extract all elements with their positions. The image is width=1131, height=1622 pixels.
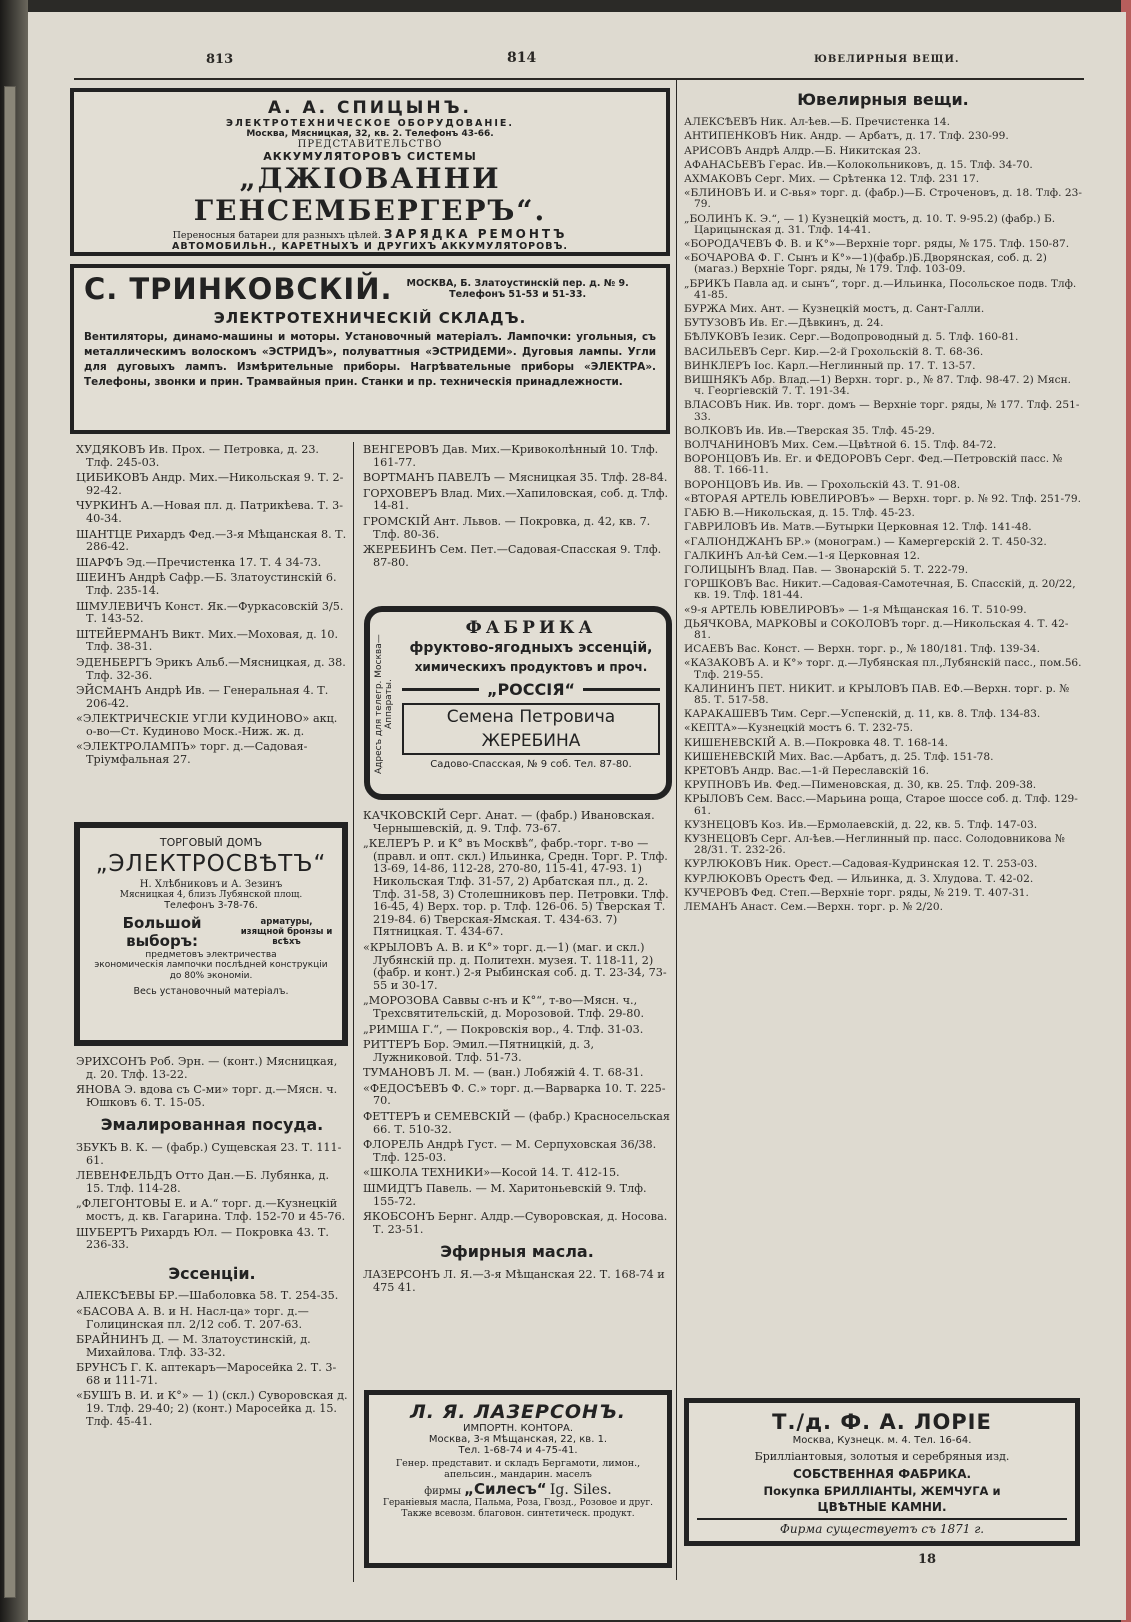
column-rule-right — [676, 80, 677, 1580]
list-item: КИШЕНЕВСКІЙ Мих. Вас.—Арбатъ, д. 25. Тлф. 151-78. — [684, 750, 994, 763]
list-item: ЗБУКЪ В. К. — (фабр.) Сущевская 23. Т. 111-61. — [76, 1140, 342, 1167]
list-item: ГОРХОВЕРЪ Влад. Мих.—Хапиловская, соб. д. Тлф. 14-81. — [363, 486, 669, 513]
list-item: ВОЛКОВЪ Ив. Ив.—Тверская 35. Тлф. 45-29. — [684, 424, 935, 437]
list-item: ЛЕМАНЪ Анаст. Сем.—Верхн. торг. р. № 2/20. — [684, 900, 943, 913]
column-2-list — [363, 444, 671, 572]
list-item: „БРИКЪ Павла ад. и сынъ“, торг. д.—Ильинка, Посольское подв. Тлф. 41-85. — [684, 277, 1077, 301]
list-item: ШАРФЪ Эд.—Пречистенка 17. Т. 4 34-73. — [76, 555, 322, 569]
book-spine — [0, 0, 28, 1622]
ad-fabrika-addr: Садово-Спасская, № 9 соб. Тел. 87-80. — [430, 759, 632, 770]
list-item: КУРЛЮКОВЪ Ник. Орест.—Садовая-Кудринская 12. Т. 253-03. — [684, 858, 1038, 871]
list-item: АХМАКОВЪ Серг. Мих. — Срѣтенка 12. Тлф. 231 17. — [684, 173, 980, 186]
list-item: РИТТЕРЪ Бор. Эмил.—Пятницкій, д. 3, Лужниковой. Тлф. 51-73. — [363, 1038, 595, 1064]
ad-elektrosvet-big-rest: арматуры, изящной бронзы и всѣхъ — [240, 917, 333, 947]
list-item: АФАНАСЬЕВЪ Герас. Ив.—Колокольниковъ, д. 15. Тлф. 34-70. — [684, 158, 1033, 171]
spine-strip — [4, 86, 16, 1598]
header-rule — [74, 78, 1084, 80]
ad-elektrosvet-l2: экономическія лампочки послѣдней конструкціи до 80% экономіи. — [94, 960, 328, 981]
list-item: ЭРИХСОНЪ Роб. Эрн. — (конт.) Мясницкая, д. 20. Тлф. 13-22. — [76, 1055, 338, 1081]
ad-elektrosvet-big: Большой выборъ: — [122, 914, 202, 950]
list-item: „КЕЛЕРЪ Р. и К° въ Москвѣ“, фабр.-торг. т-во — (правл. и опт. скл.) Ильинка, Средн. Торг. Р. Тлф. 13-69, 14-86, 112-28, 270-80, 115-41, 47-93. 1) Никольская Тлф. 31-57, 2) Арбатская пл., д. 2. Тлф. 31-58, 3) Столешниковъ пер. Петровки. Тлф. 16-45, 4) Верх. тор. р. Тлф. 126-06. 5) Тверская Т. 219-84. 6) Тверская-Ямская. Т. 434-63. 7) Пятницкая. Т. 434-67. — [363, 837, 669, 939]
list-item: «9-я АРТЕЛЬ ЮВЕЛИРОВЪ» — 1-я Мѣщанская 16. Т. 510-99. — [684, 603, 1027, 616]
ad-lazerson-l5b: „Силесъ“ — [464, 1480, 547, 1498]
list-item: «ГАЛІОНДЖАНЪ БР.» (монограм.) — Камергерскій 2. Т. 450-32. — [684, 535, 1047, 548]
column-rule-left — [353, 442, 354, 1582]
list-item: ГАВРИЛОВЪ Ив. Матв.—Бутырки Церковная 12. Тлф. 141-48. — [684, 521, 1032, 534]
ad-trinkovsky — [70, 264, 670, 434]
list-item: КУЗНЕЦОВЪ Серг. Ал-ѣев.—Неглинный пр. пасс. Солодовникова № 28/31. Т. 232-26. — [684, 832, 1065, 857]
list-item: «БАСОВА А. В. и Н. Насл-ца» торг. д.—Голицинская пл. 2/12 соб. Т. 207-63. — [76, 1304, 309, 1331]
ad-lorie-l4: ЦВѢТНЫЕ КАМНИ. — [817, 1500, 947, 1514]
ad-lorie-l5: Фирма существуетъ съ 1871 г. — [697, 1518, 1067, 1536]
list-item: ШМИДТЪ Павель. — М. Харитоньевскій 9. Тлф. 155-72. — [363, 1182, 647, 1208]
list-item: ЯНОВА Э. вдова съ С-ми» торг. д.—Мясн. ч. Юшковъ 6. Т. 15-05. — [76, 1083, 338, 1109]
directory-page — [28, 12, 1126, 1620]
ad-elektrosvet — [74, 822, 348, 1046]
ad-spitsyn-address: Москва, Мясницкая, 32, кв. 2. Телефонъ 43-66. — [246, 129, 494, 139]
list-item: ВОРОНЦОВЪ Ив. Ив. — Грохольскій 43. Т. 91-08. — [684, 478, 961, 491]
ad-trinkovsky-name: С. ТРИНКОВСКІЙ. — [84, 272, 393, 306]
list-item: ЧУРКИНЪ А.—Новая пл. д. Патрикѣева. Т. 3-40-34. — [76, 499, 343, 525]
section-title-essence: Эссенціи. — [168, 1263, 256, 1283]
ad-elektrosvet-owners: Н. Хлѣбниковъ и А. Зезинъ — [139, 879, 283, 890]
list-item: ЦИБИКОВЪ Андр. Мих.—Никольская 9. Т. 2-92-42. — [76, 471, 344, 497]
ad-trinkovsky-addr1: МОСКВА, Б. Златоустинскій пер. д. № 9. — [406, 278, 629, 289]
list-item: ШУБЕРТЪ Рихардъ Юл. — Покровка 43. Т. 236-33. — [76, 1225, 329, 1252]
ad-fabrika-l2: химическихъ продуктовъ и проч. — [414, 660, 648, 674]
list-item: БРАЙНИНЪ Д. — М. Златоустинскій, д. Михайлова. Тлф. 33-32. — [76, 1333, 311, 1359]
list-item: АЛЕКСѢЕВЫ БР.—Шаболовка 58. Т. 254-35. — [76, 1289, 339, 1303]
ad-spitsyn-rep: ПРЕДСТАВИТЕЛЬСТВО — [297, 139, 443, 150]
list-item: ВОЛЧАНИНОВЪ Мих. Сем.—Цвѣтной 6. 15. Тлф. 84-72. — [684, 439, 997, 452]
list-item: «КЕПТА»—Кузнецкій мостъ 6. Т. 232-75. — [684, 722, 914, 735]
running-title: ЮВЕЛИРНЫЯ ВЕЩИ. — [814, 54, 960, 65]
list-item: КИШЕНЕВСКІЙ А. В.—Покровка 48. Т. 168-14. — [684, 736, 948, 749]
list-item: ЭЙСМАНЪ Андрѣ Ив. — Генеральная 4. Т. 206-42. — [76, 684, 329, 710]
list-item: ЯКОБСОНЪ Бернг. Алдр.—Суворовская, д. Носова. Т. 23-51. — [363, 1210, 668, 1236]
list-item: ФЕТТЕРЪ и СЕМЕВСКІЙ — (фабр.) Красносельская 66. Т. 510-32. — [363, 1110, 670, 1136]
page-number-center: 814 — [507, 50, 537, 66]
list-item: «БУШЪ В. И. и К°» — 1) (скл.) Суворовская д. 19. Тлф. 29-40; 2) (конт.) Маросейка д. 15. Тлф. 45-41. — [76, 1389, 348, 1428]
list-item: ВЛАСОВЪ Ник. Ив. торг. домъ — Верхніе торг. ряды, № 177. Тлф. 251-33. — [684, 399, 1080, 423]
list-item: КРЫЛОВЪ Сем. Васс.—Марьина роща, Старое шоссе соб. д. Тлф. 129-61. — [684, 793, 1078, 817]
list-item: ВОРОНЦОВЪ Ив. Ег. и ФЕДОРОВЪ Серг. Фед.—Петровскій пасс. № 88. Т. 166-11. — [684, 453, 1063, 477]
list-item: ЭДЕНБЕРГЪ Эрикъ Альб.—Мясницкая, д. 38. Тлф. 32-36. — [76, 655, 346, 682]
ad-spitsyn-name: А. А. СПИЦЫНЪ. — [267, 98, 473, 118]
ad-lazerson-l2: Москва, 3-я Мѣщанская, 22, кв. 1. — [428, 1434, 608, 1445]
ad-trinkovsky-sub: ЭЛЕКТРОТЕХНИЧЕСКІЙ СКЛАДЪ. — [213, 309, 527, 327]
ad-fabrika-brand: „РОССІЯ“ — [486, 680, 576, 699]
list-item: ХУДЯКОВЪ Ив. Прох. — Петровка, д. 23. Тлф. 245-03. — [76, 443, 319, 469]
list-item: ВИНКЛЕРЪ Іос. Карл.—Неглинный пр. 17. Т. 13-57. — [684, 359, 976, 372]
ad-fabrika — [364, 606, 672, 800]
column-2-list-b — [363, 810, 671, 1297]
ad-elektrosvet-name: „ЭЛЕКТРОСВѢТЪ“ — [95, 851, 327, 877]
list-item: ВЕНГЕРОВЪ Дав. Мих.—Кривоколѣнный 10. Тлф. 161-77. — [363, 443, 659, 469]
ad-spitsyn — [70, 88, 670, 256]
ad-spitsyn-line-b: АВТОМОБИЛЬН., КАРЕТНЫХЪ И ДРУГИХЪ АККУМУЛЯТОРОВЪ. — [171, 241, 568, 252]
list-item: ИСАЕВЪ Вас. Конст. — Верхн. торг. р., № 180/181. Тлф. 139-34. — [684, 643, 1040, 656]
list-item: „МОРОЗОВА Саввы с-нъ и К°“, т-во—Мясн. ч., Трехсвятительскій, д. Морозовой. Тлф. 29-80. — [363, 994, 645, 1020]
ad-trinkovsky-body: Вентиляторы, динамо-машины и моторы. Установочный матеріалъ. Лампочки: угольныя, съ металлическимъ волоскомъ «ЭСТРИДЪ», полуваттныя «ЭСТРИДЕМИ». Дуговыя лампы. Угли для дуговыхъ лампъ. Измѣрительные приборы. Нагрѣвательные приборы «ЭЛЕКТРА». Телефоны, звонки и прин. Трамвайныя прин. Станки и пр. техническія принадлежности. — [84, 331, 656, 388]
ad-lazerson-l6: Гераніевыя масла, Пальма, Роза, Гвозд., Розовое и друг. Также всевозм. благовон. синтетическ. продукт. — [383, 1498, 653, 1519]
list-item: ШМУЛЕВИЧЪ Конст. Як.—Фуркасовскій 3/5. Т. 143-52. — [76, 599, 344, 626]
ad-lazerson-l5a: фирмы — [424, 1486, 461, 1497]
list-item: „РИМША Г.“, — Покровскія вор., 4. Тлф. 31-03. — [363, 1022, 644, 1036]
ad-lorie-l3: Покупка БРИЛЛІАНТЫ, ЖЕМЧУГА и — [763, 1484, 1001, 1498]
ad-fabrika-owner: Семена Петровича ЖЕРЕБИНА — [402, 703, 660, 755]
list-item: КУЗНЕЦОВЪ Коз. Ив.—Ермолаевскій, д. 22, кв. 5. Тлф. 147-03. — [684, 818, 1038, 831]
list-item: «БОЧАРОВА Ф. Г. Сынъ и К°»—1)(фабр.)Б.Дворянская, соб. д. 2) (магаз.) Верхніе Торг. ряды, № 179. Тлф. 103-09. — [684, 252, 1047, 276]
page-number-left: 813 — [206, 52, 234, 67]
ad-lazerson — [364, 1390, 672, 1568]
ad-lazerson-l5c: Ig. Siles. — [549, 1482, 612, 1498]
ad-lazerson-l1: ИМПОРТН. КОНТОРА. — [462, 1423, 574, 1434]
ad-elektrosvet-td: ТОРГОВЫЙ ДОМЪ — [159, 836, 263, 849]
ad-lorie — [684, 1398, 1080, 1546]
section-title-enamel: Эмалированная посуда. — [100, 1115, 324, 1135]
list-item: ШТЕЙЕРМАНЪ Викт. Мих.—Моховая, д. 10. Тлф. 38-31. — [76, 627, 339, 654]
ad-elektrosvet-l1: предметовъ электричества — [145, 950, 277, 960]
list-item: ШАНТЦЕ Рихардъ Фед.—3-я Мѣщанская 8. Т. 286-42. — [76, 527, 347, 554]
ad-elektrosvet-l3: Весь установочный матеріалъ. — [133, 986, 289, 997]
list-item: ТУМАНОВЪ Л. М. — (ван.) Лобяжій 4. Т. 68-31. — [363, 1066, 644, 1080]
list-item: БУРЖА Мих. Ант. — Кузнецкій мостъ, д. Сант-Галли. — [684, 303, 985, 316]
footer-number: 18 — [918, 1552, 937, 1567]
ad-fabrika-title: ФАБРИКА — [465, 618, 597, 638]
list-item: ЖЕРЕБИНЪ Сем. Пет.—Садовая-Спасская 9. Тлф. 87-80. — [363, 543, 662, 569]
list-item: КРЕТОВЪ Андр. Вас.—1-й Переславскій 16. — [684, 764, 929, 777]
list-item: КУЧЕРОВЪ Фед. Степ.—Верхніе торг. ряды, № 219. Т. 407-31. — [684, 886, 1029, 899]
column-3-list — [684, 86, 1082, 916]
list-item: ВОРТМАНЪ ПАВЕЛЪ — Мясницкая 35. Тлф. 28-84. — [363, 471, 668, 485]
ad-lazerson-l4: Генер. представит. и складъ Бергамоти, лимон., апельсин., мандарин. маселъ — [395, 1458, 641, 1480]
ad-fabrika-l1: фруктово-ягодныхъ эссенцій, — [409, 640, 653, 656]
list-item: „ФЛЕГОНТОВЫ Е. и А.“ торг. д.—Кузнецкій мостъ, д. кв. Гагарина. Тлф. 152-70 и 45-76. — [76, 1197, 346, 1223]
list-item: ГАБЮ В.—Никольская, д. 15. Тлф. 45-23. — [684, 507, 915, 520]
ad-lorie-l2: СОБСТВЕННАЯ ФАБРИКА. — [792, 1467, 972, 1481]
list-item: КАЧКОВСКІЙ Серг. Анат. — (фабр.) Ивановская. Чернышевскій, д. 9. Тлф. 73-67. — [363, 809, 655, 835]
column-1-list-b — [76, 1056, 348, 1431]
list-item: АНТИПЕНКОВЪ Ник. Андр. — Арбатъ, д. 17. Тлф. 230-99. — [684, 130, 1009, 143]
ad-lorie-name: Т./д. Ф. А. ЛОРІЕ — [772, 1410, 992, 1434]
list-item: «БЛИНОВЪ И. и С-вья» торг. д. (фабр.)—Б. Строченовъ, д. 18. Тлф. 23-79. — [684, 187, 1082, 211]
ad-spitsyn-brand: „ДЖІОВАННИ ГЕНСЕМБЕРГЕРЪ“. — [193, 162, 547, 227]
ad-lorie-addr: Москва, Кузнецк. м. 4. Тел. 16-64. — [792, 1435, 972, 1446]
list-item: КАРАКАШЕВЪ Тим. Серг.—Успенскій, д. 11, кв. 8. Тлф. 134-83. — [684, 708, 1041, 721]
ad-lazerson-l3: Тел. 1-68-74 и 4-75-41. — [458, 1445, 578, 1456]
ad-elektrosvet-addr: Мясницкая 4, близъ Лубянской площ. — [119, 890, 303, 900]
list-item: ШЕИНЪ Андрѣ Сафр.—Б. Златоустинскій 6. Тлф. 235-14. — [76, 571, 337, 597]
ad-trinkovsky-addr2: Телефонъ 51-53 и 51-33. — [449, 289, 587, 300]
list-item: «ВТОРАЯ АРТЕЛЬ ЮВЕЛИРОВЪ» — Верхн. торг. р. № 92. Тлф. 251-79. — [684, 492, 1081, 505]
list-item: АЛЕКСѢЕВЪ Ник. Ал-ѣев.—Б. Пречистенка 14. — [684, 116, 950, 129]
list-item: «КРЫЛОВЪ А. В. и К°» торг. д.—1) (маг. и скл.) Лубянскій пр. д. Политехн. музея. Т. 118-11, 2) (фабр. и конт.) 2-я Рыбинская соб. д. Т. 23-34, 73-55 и 30-17. — [363, 940, 667, 992]
list-item: «ФЕДОСѢЕВЪ Ф. С.» торг. д.—Варварка 10. Т. 225-70. — [363, 1081, 666, 1108]
list-item: «КАЗАКОВЪ А. и К°» торг. д.—Лубянская пл.,Лубянскій пасс., пом.56. Тлф. 219-55. — [684, 657, 1082, 681]
ad-spitsyn-line1: ЭЛЕКТРОТЕХНИЧЕСКОЕ ОБОРУДОВАНІЕ. — [225, 118, 514, 129]
list-item: КРУПНОВЪ Ив. Фед.—Пименовская, д. 30, кв. 25. Тлф. 209-38. — [684, 779, 1037, 792]
list-item: ЛАЗЕРСОНЪ Л. Я.—3-я Мѣщанская 22. Т. 168-74 и 475 41. — [363, 1268, 665, 1294]
list-item: ФЛОРЕЛЬ Андрѣ Густ. — М. Серпуховская 36/38. Тлф. 125-03. — [363, 1138, 657, 1164]
section-title-jewel: Ювелирныя вещи. — [797, 90, 969, 109]
section-title-ether: Эфирныя масла. — [440, 1242, 594, 1262]
list-item: «ШКОЛА ТЕХНИКИ»—Косой 14. Т. 412-15. — [363, 1166, 620, 1180]
ad-spitsyn-line-a: Переносныя батареи для разныхъ цѣлей. — [172, 230, 381, 241]
list-item: ГОЛИЦЫНЪ Влад. Пав. — Звонарскій 5. Т. 222-79. — [684, 563, 969, 576]
list-item: КАЛИНИНЪ ПЕТ. НИКИТ. и КРЫЛОВЪ ПАВ. ЕФ.—Верхн. торг. р. № 85. Т. 517-58. — [684, 682, 1070, 706]
ad-spitsyn-line-a2: ЗАРЯДКА РЕМОНТЪ — [383, 227, 568, 241]
list-item: ГОРШКОВЪ Вас. Никит.—Садовая-Самотечная, Б. Спасскій, д. 20/22, кв. 19. Тлф. 181-44. — [684, 578, 1076, 602]
ad-fabrika-side: Адресъ для телегр. Москва—Аппараты. — [374, 634, 394, 774]
list-item: «ЭЛЕКТРИЧЕСКІЕ УГЛИ КУДИНОВО» акц. о-во—Ст. Кудиново Моск.-Ниж. ж. д. — [76, 712, 338, 738]
list-item: БУТУЗОВЪ Ив. Ег.—Дѣвкинъ, д. 24. — [684, 317, 884, 330]
list-item: БѢЛУКОВЪ Іезик. Серг.—Водопроводный д. 5. Тлф. 160-81. — [684, 331, 1019, 344]
list-item: ВИШНЯКЪ Абр. Влад.—1) Верхн. торг. р., № 87. Тлф. 98-47. 2) Мясн. ч. Георгіевскій 7. Т. 191-34. — [684, 374, 1071, 398]
list-item: ДЬЯЧКОВА, МАРКОВЫ и СОКОЛОВЪ торг. д.—Никольская 4. Т. 42-81. — [684, 617, 1069, 641]
list-item: ГАЛКИНЪ Ал-ѣй Сем.—1-я Церковная 12. — [684, 549, 920, 562]
list-item: ЛЕВЕНФЕЛЬДЪ Отто Дан.—Б. Лубянка, д. 15. Тлф. 114-28. — [76, 1169, 330, 1195]
list-item: КУРЛЮКОВЪ Орестъ Фед. — Ильинка, д. 3. Хлудова. Т. 42-02. — [684, 872, 1034, 885]
list-item: „БОЛИНЪ К. Э.“, — 1) Кузнецкій мостъ, д. 10. Т. 9-95.2) (фабр.) Б. Царицынская д. 31. Тлф. 14-41. — [684, 212, 1056, 236]
ad-lazerson-name: Л. Я. ЛАЗЕРСОНЪ. — [409, 1401, 627, 1423]
list-item: АРИСОВЪ Андрѣ Алдр.—Б. Никитская 23. — [684, 144, 922, 157]
list-item: ВАСИЛЬЕВЪ Серг. Кир.—2-й Грохольскій 8. Т. 68-36. — [684, 345, 984, 358]
list-item: «ЭЛЕКТРОЛАМПЪ» торг. д.—Садовая-Тріумфальная 27. — [76, 740, 308, 767]
ad-elektrosvet-tel: Телефонъ 3-78-76. — [164, 900, 258, 911]
list-item: БРУНСЪ Г. К. аптекаръ—Маросейка 2. Т. 3-68 и 111-71. — [76, 1361, 337, 1387]
ad-spitsyn-acc: АККУМУЛЯТОРОВЪ СИСТЕМЫ — [263, 150, 477, 163]
list-item: «БОРОДАЧЕВЪ Ф. В. и К°»—Верхніе торг. ряды, № 175. Тлф. 150-87. — [684, 238, 1070, 251]
ad-lorie-l1: Бриллiантовыя, золотыя и серебряныя изд. — [754, 1450, 1010, 1463]
column-1-list — [76, 444, 348, 770]
list-item: ГРОМСКІЙ Ант. Львов. — Покровка, д. 42, кв. 7. Тлф. 80-36. — [363, 514, 651, 541]
